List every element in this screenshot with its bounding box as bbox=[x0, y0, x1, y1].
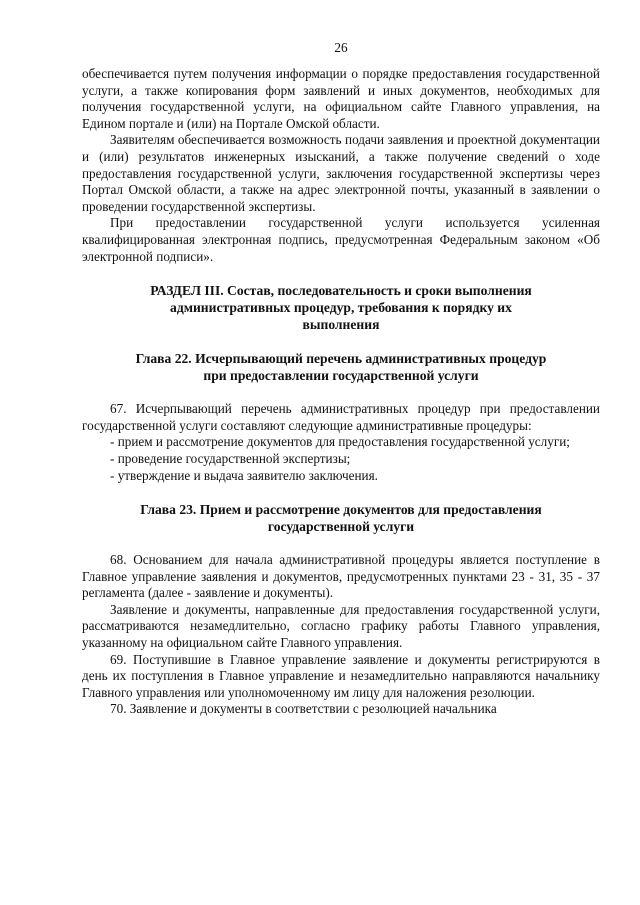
chapter-22-heading-line-2: при предоставлении государственной услуги bbox=[203, 368, 479, 384]
chapter-22-heading-line-1: Глава 22. Исчерпывающий перечень административных процедур bbox=[135, 351, 547, 367]
paragraph-68-continued: Заявление и документы, направленные для предоставления государственной услуги, рассматриваются незамедлительно, согласно графику работы Главного управления, указанному на официальном сайте Главного управления. bbox=[82, 601, 600, 651]
section-heading-line-1: РАЗДЕЛ III. Состав, последовательность и сроки выполнения bbox=[150, 283, 532, 299]
paragraph-68: 68. Основанием для начала административной процедуры является поступление в Главное управление заявления и документов, предусмотренных пунктами 23 - 31, 35 - 37 регламента (далее - заявление и документы). bbox=[82, 552, 600, 601]
intro-paragraph-3: При предоставлении государственной услуги используется усиленная квалифицированная электронная подпись, предусмотренная Федеральным законом «Об электронной подписи». bbox=[82, 215, 600, 264]
paragraph-70: 70. Заявление и документы в соответствии с резолюцией начальника bbox=[110, 701, 497, 717]
chapter-23-heading bbox=[82, 501, 600, 535]
paragraph-69: 69. Поступившие в Главное управление заявление и документы регистрируются в день их поступления в Главное управление и незамедлительно направляются начальнику Главного управления или уполномоченному им лицу для наложения резолюции. bbox=[82, 651, 600, 700]
section-heading-line-2: административных процедур, требования к порядку их bbox=[170, 300, 512, 316]
intro-paragraph-2: Заявителям обеспечивается возможность подачи заявления и проектной документации и (или) результатов инженерных изысканий, а также получение сведений о ходе предоставления государственной услуги, заключения государственной экспертизы через Портал Омской области, а также на адрес электронной почты, указанный в заявлении о проведении государственной экспертизы. bbox=[82, 132, 600, 214]
chapter-23-heading-line-1: Глава 23. Прием и рассмотрение документов для предоставления bbox=[140, 502, 542, 518]
section-heading bbox=[82, 282, 600, 333]
intro-paragraph-1: обеспечивается путем получения информации о порядке предоставления государственной услуги, а также копирования форм заявлений и иных документов, необходимых для получения государственной услуги, на официальном сайте Главного управления, на Едином портале и (или) на Портале Омской области. bbox=[82, 66, 600, 131]
page-body bbox=[82, 66, 600, 718]
page-number: 26 bbox=[334, 40, 348, 55]
section-heading-line-3: выполнения bbox=[302, 317, 380, 333]
chapter-22-heading bbox=[82, 350, 600, 384]
procedure-item-1: - прием и рассмотрение документов для предоставления государственной услуги; bbox=[110, 434, 570, 450]
procedure-item-2: - проведение государственной экспертизы; bbox=[110, 450, 351, 466]
paragraph-67: 67. Исчерпывающий перечень административных процедур при предоставлении государственной услуги составляют следующие административные процедуры: bbox=[82, 401, 600, 433]
chapter-23-heading-line-2: государственной услуги bbox=[267, 519, 415, 535]
procedure-item-3: - утверждение и выдача заявителю заключения. bbox=[110, 467, 378, 483]
